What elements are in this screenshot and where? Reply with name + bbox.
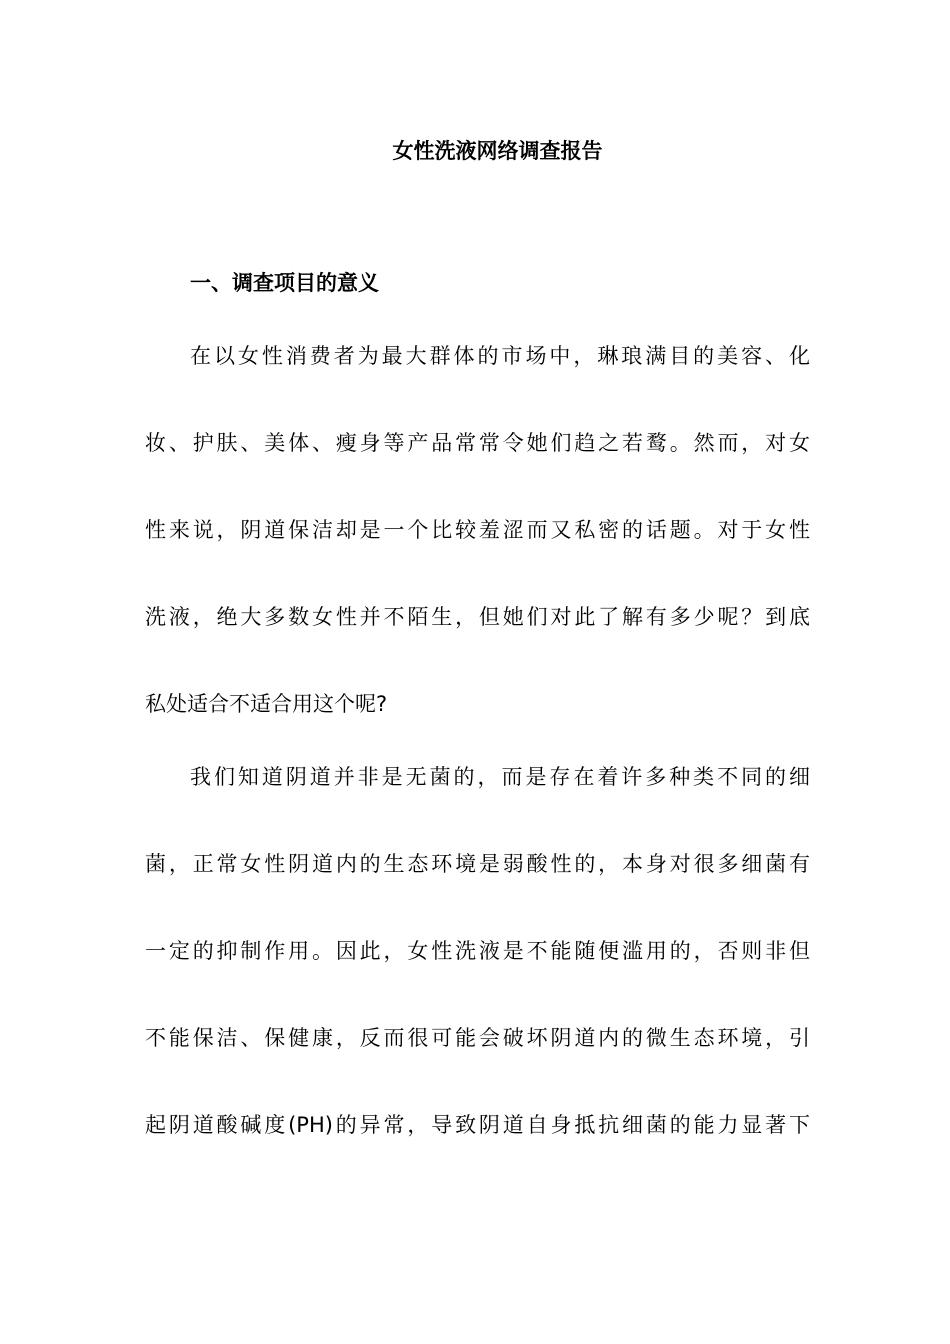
paragraph-line: 一定的抑制作用。因此，女性洗液是不能随便滥用的，否则非但 <box>145 939 810 963</box>
document-title: 女性洗液网络调查报告 <box>392 139 603 163</box>
section-heading: 一、调查项目的意义 <box>190 271 379 295</box>
paragraph-line: 洗液，绝大多数女性并不陌生，但她们对此了解有多少呢？到底 <box>145 605 810 629</box>
paragraph-line: 起阴道酸碱度(PH)的异常，导致阴道自身抵抗细菌的能力显著下 <box>145 1113 810 1137</box>
paragraph-line: 妆、护肤、美体、瘦身等产品常常令她们趋之若鹜。然而，对女 <box>145 431 810 455</box>
paragraph-line: 菌，正常女性阴道内的生态环境是弱酸性的，本身对很多细菌有 <box>145 852 810 876</box>
paragraph-line: 不能保洁、保健康，反而很可能会破坏阴道内的微生态环境，引 <box>145 1026 810 1050</box>
paragraph-line: 在以女性消费者为最大群体的市场中，琳琅满目的美容、化 <box>190 344 810 368</box>
paragraph-line: 性来说，阴道保洁却是一个比较羞涩而又私密的话题。对于女性 <box>145 518 810 542</box>
paragraph-line: 我们知道阴道并非是无菌的，而是存在着许多种类不同的细 <box>190 765 810 789</box>
paragraph-line: 私处适合不适合用这个呢? <box>145 692 388 716</box>
